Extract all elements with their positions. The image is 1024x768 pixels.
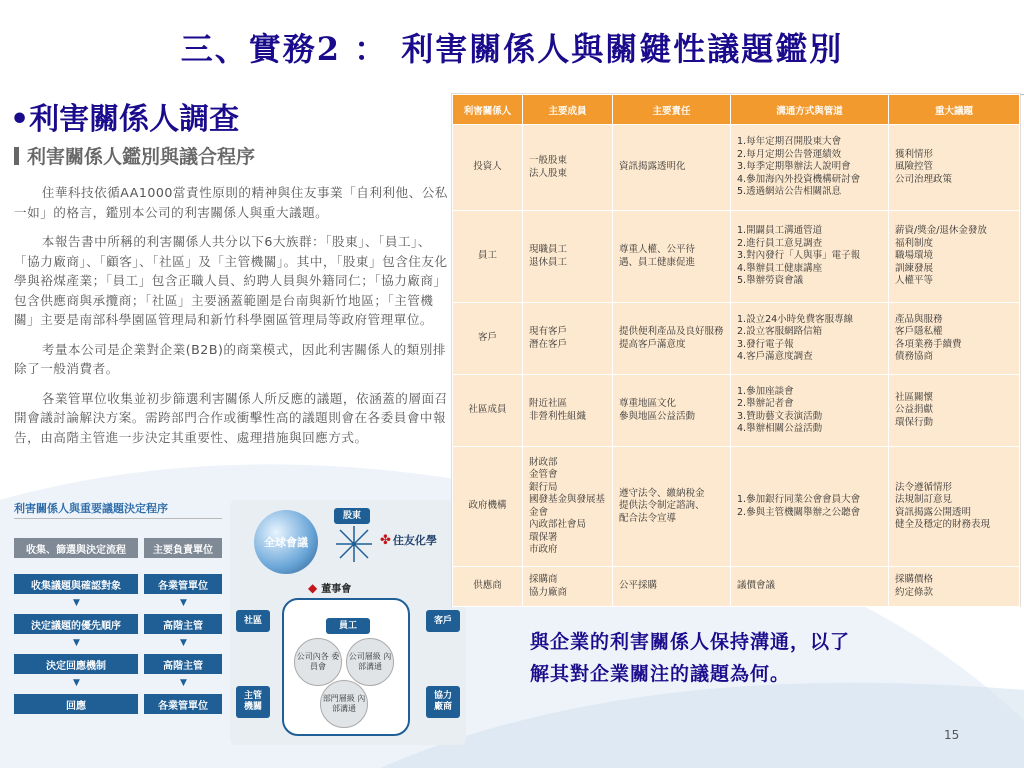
cell-duty — [613, 303, 731, 375]
unit-col-head: 主要負責單位 — [144, 538, 222, 558]
brand-name: 住友化學 — [392, 534, 437, 547]
cell-channels-line: 5.舉辦勞資會議 — [737, 275, 804, 287]
cell-members-line: 附近社區 — [529, 398, 568, 409]
board-label — [308, 580, 351, 595]
cell-issues-line: 社區關懷 — [895, 391, 934, 403]
cell-issues-line: 法規制訂意見 — [895, 494, 953, 505]
partner-node: 協力 廠商 — [426, 686, 460, 718]
cell-duty-line: 資訊揭露透明化 — [619, 161, 686, 173]
cell-members-line: 退休員工 — [529, 256, 568, 268]
board-logo-icon: ◆ — [308, 580, 318, 595]
cell-members-line: 金管會 — [529, 469, 558, 480]
cell-members-line: 非營利性組織 — [529, 410, 587, 422]
cell-issues-line: 債務協商 — [895, 351, 934, 362]
cell-members-line: 法人股東 — [529, 167, 568, 179]
cell-duty-line: 參與地區公益活動 — [619, 410, 696, 422]
process-divider — [14, 518, 222, 519]
customer-node: 客戶 — [426, 610, 460, 632]
heading-bar-icon — [14, 147, 19, 165]
cell-members-line: 國發基金與發展基金會 — [529, 494, 606, 518]
summary-note — [530, 626, 980, 690]
shareholder-node: 股東 — [334, 508, 370, 524]
cell-channels-line: 1.參加座談會 — [737, 385, 794, 397]
cell-channels-line: 2.每月定期公告營運績效 — [737, 148, 842, 160]
cell-members-line: 一般股東 — [529, 155, 568, 166]
table-row — [453, 303, 1020, 375]
cell-duty — [613, 375, 731, 447]
header-members: 主要成員 — [523, 95, 613, 125]
process-title: 利害關係人與重要議題決定程序 — [14, 502, 168, 515]
cell-members-line: 現職員工 — [529, 244, 568, 255]
regulator-node: 主管 機關 — [236, 686, 270, 718]
cell-members-line: 潛在客戶 — [529, 338, 568, 350]
cell-issues-line: 約定條款 — [895, 586, 934, 598]
cell-channels-line: 3.發行電子報 — [737, 338, 794, 350]
report-heading-text: 利害關係人鑑別與議合程序 — [27, 146, 256, 168]
page-number: 15 — [944, 728, 960, 742]
cell-members — [523, 375, 613, 447]
note-line: 與企業的利害關係人保持溝通，以了 — [530, 631, 851, 653]
down-arrow-icon: ▼ — [73, 678, 80, 688]
cell-issues-line: 薪資/獎金/退休金發放 — [895, 225, 987, 237]
report-paragraph: 考量本公司是企業對企業(B2B)的商業模式，因此利害關係人的類別排除了一般消費者。 — [14, 341, 446, 376]
community-node: 社區 — [236, 610, 270, 632]
cell-issues — [889, 303, 1020, 375]
cell-issues-line: 各項業務手續費 — [895, 338, 962, 350]
cell-channels — [731, 447, 889, 567]
cell-issues-line: 公司治理政策 — [895, 173, 953, 185]
cell-issues — [889, 125, 1020, 211]
cell-channels-line: 4.客戶滿意度調查 — [737, 351, 813, 362]
company-comm-circle: 公司層級 內部溝通 — [346, 638, 394, 686]
table-row — [453, 447, 1020, 567]
cell-channels-line: 1.開闢員工溝通管道 — [737, 225, 823, 237]
cell-issues-line: 福利制度 — [895, 237, 934, 249]
report-paragraph: 住華科技依循AA1000當責性原則的精神與住友事業「自利利他、公私一如」的格言，鑑別本公司的利害關係人與重大議題。 — [14, 185, 448, 220]
cell-channels — [731, 567, 889, 607]
stakeholder-table — [452, 94, 1020, 606]
cell-issues — [889, 447, 1020, 567]
cell-members-line: 採購商 — [529, 574, 558, 585]
cell-channels — [731, 303, 889, 375]
cell-channels-line: 2.進行員工意見調查 — [737, 237, 823, 249]
header-issues: 重大議題 — [889, 95, 1020, 125]
cell-channels-line: 3.每季定期舉辦法人說明會 — [737, 161, 851, 173]
globe-icon: 全球會議 — [254, 510, 318, 574]
cell-duty-line: 配合法令宣導 — [619, 512, 677, 524]
cell-members-line: 內政部社會局 — [529, 519, 587, 530]
cell-channels-line: 2.舉辦記者會 — [737, 398, 794, 409]
cell-members-line: 財政部 — [529, 456, 558, 468]
report-excerpt — [14, 142, 450, 447]
cell-members — [523, 303, 613, 375]
stakeholder-table-grid — [452, 94, 1020, 607]
cell-channels-line: 2.參與主管機關舉辦之公聽會 — [737, 506, 861, 518]
cell-issues-line: 資訊揭露公開透明 — [895, 506, 972, 518]
cell-members — [523, 211, 613, 303]
slide-title: 三、實務2 ： 利害關係人與關鍵性議題鑑別 — [180, 30, 844, 68]
cell-role: 員工 — [453, 211, 523, 303]
cell-duty — [613, 211, 731, 303]
stakeholder-diagram — [230, 500, 466, 745]
table-row — [453, 375, 1020, 447]
section-subhead: •利害關係人調查 — [10, 102, 240, 137]
cell-duty-line: 提高客戶滿意度 — [619, 338, 686, 350]
connector-arrows-icon — [324, 522, 384, 568]
cell-issues-line: 風險控管 — [895, 161, 934, 173]
header-role: 利害關係人 — [453, 95, 523, 125]
cell-issues-line: 健全及穩定的財務表現 — [895, 519, 991, 530]
cell-channels-line: 3.贊助藝文表演活動 — [737, 410, 823, 422]
cell-duty-line: 遵守法令、繳納稅金 — [619, 487, 705, 499]
cell-channels-line: 2.設立客服網路信箱 — [737, 326, 823, 337]
cell-role: 社區成員 — [453, 375, 523, 447]
cell-duty — [613, 125, 731, 211]
cell-issues-line: 公益捐獻 — [895, 404, 934, 416]
process-step: 決定回應機制 — [14, 654, 138, 674]
process-unit: 各業管單位 — [144, 574, 222, 594]
employee-node: 員工 — [326, 618, 370, 634]
cell-channels — [731, 125, 889, 211]
cell-channels — [731, 211, 889, 303]
cell-members-line: 環保署 — [529, 531, 558, 543]
table-header-row — [453, 95, 1020, 125]
committee-circle: 公司內各 委員會 — [294, 638, 342, 686]
table-row — [453, 125, 1020, 211]
cell-issues-line: 採購價格 — [895, 574, 934, 585]
cell-duty-line: 提供便利產品及良好服務 — [619, 326, 724, 337]
down-arrow-icon: ▼ — [180, 638, 187, 648]
report-heading — [14, 142, 450, 169]
cell-issues-line: 人權平等 — [895, 275, 934, 287]
cell-role: 供應商 — [453, 567, 523, 607]
cell-members — [523, 447, 613, 567]
down-arrow-icon: ▼ — [73, 598, 80, 608]
cell-members — [523, 567, 613, 607]
cell-members-line: 銀行局 — [529, 481, 558, 493]
process-unit: 高階主管 — [144, 614, 222, 634]
cell-channels-line: 1.每年定期召開股東大會 — [737, 136, 842, 148]
cell-duty-line: 公平採購 — [619, 580, 658, 592]
down-arrow-icon: ▼ — [180, 598, 187, 608]
cell-channels-line: 1.設立24小時免費客服專線 — [737, 313, 854, 325]
brand-label — [380, 532, 437, 548]
brand-logo-icon: ✤ — [380, 533, 391, 548]
cell-members-line: 現有客戶 — [529, 326, 568, 337]
cell-role: 政府機構 — [453, 447, 523, 567]
cell-members-line: 協力廠商 — [529, 586, 568, 598]
cell-channels-line: 1.參加銀行同業公會會員大會 — [737, 494, 861, 505]
report-paragraph: 各業管單位收集並初步篩選利害關係人所反應的議題，依涵蓋的層面召開會議討論解決方案。需跨部門合作或衝擊性高的議題則會在各委員會中報告，由高階主管進一步決定其重要性、處理措施與回應方式。 — [14, 390, 448, 445]
cell-channels-line: 4.舉辦相關公益活動 — [737, 423, 823, 434]
table-body — [453, 125, 1020, 607]
cell-duty-line: 尊重地區文化 — [619, 398, 677, 409]
process-step: 回應 — [14, 694, 138, 714]
cell-issues-line: 訓練發展 — [895, 262, 934, 274]
cell-channels-line: 4.參加海內外投資機構研討會 — [737, 173, 861, 185]
cell-issues-line: 產品與服務 — [895, 313, 943, 325]
cell-members — [523, 125, 613, 211]
cell-members-line: 市政府 — [529, 544, 558, 555]
table-row — [453, 567, 1020, 607]
cell-issues-line: 獲利情形 — [895, 148, 934, 160]
cell-channels-line: 4.舉辦員工健康講座 — [737, 262, 823, 274]
cell-channels — [731, 375, 889, 447]
cell-issues-line: 職場環境 — [895, 250, 934, 262]
cell-channels-line: 5.透過網站公告相關訊息 — [737, 186, 842, 198]
header-channels: 溝通方式與管道 — [731, 95, 889, 125]
down-arrow-icon: ▼ — [73, 638, 80, 648]
cell-channels-line: 3.對內發行「人與事」電子報 — [737, 250, 861, 262]
process-unit: 高階主管 — [144, 654, 222, 674]
cell-issues-line: 環保行動 — [895, 416, 934, 428]
report-paragraph: 本報告書中所稱的利害關係人共分以下6大族群：「股東」、「員工」、「協力廠商」、「顧客」、「社區」及「主管機關」。其中，「股東」包含住友化學與裕煤產業；「員工」包含正職人員、約聘人員與外籍同仁；「協力廠商」包含供應商與承攬商；「社區」主要涵蓋範圍是台南與新竹地區；「主管機關」主要是南部科學園區管理局和新竹科學園區管理局等政府管理單位。 — [14, 234, 448, 327]
cell-issues — [889, 567, 1020, 607]
cell-duty — [613, 567, 731, 607]
cell-duty-line: 遇、員工健康促進 — [619, 256, 696, 268]
note-line: 解其對企業關注的議題為何。 — [530, 663, 791, 685]
cell-duty-line: 提供法令制定諮詢、 — [619, 500, 705, 512]
cell-issues — [889, 375, 1020, 447]
cell-issues-line: 客戶隱私權 — [895, 326, 943, 337]
cell-duty-line: 尊重人權、公平待 — [619, 244, 696, 255]
cell-role: 投資人 — [453, 125, 523, 211]
cell-role: 客戶 — [453, 303, 523, 375]
process-unit: 各業管單位 — [144, 694, 222, 714]
process-step: 收集議題與確認對象 — [14, 574, 138, 594]
cell-channels-line: 議價會議 — [737, 580, 776, 592]
cell-issues-line: 法令遵循情形 — [895, 481, 953, 493]
cell-duty — [613, 447, 731, 567]
cell-issues — [889, 211, 1020, 303]
process-step: 決定議題的優先順序 — [14, 614, 138, 634]
board-name: 董事會 — [321, 584, 352, 595]
dept-comm-circle: 部門層級 內部溝通 — [320, 680, 368, 728]
header-duty: 主要責任 — [613, 95, 731, 125]
down-arrow-icon: ▼ — [180, 678, 187, 688]
process-col-head: 收集、篩選與決定流程 — [14, 538, 138, 558]
table-row — [453, 211, 1020, 303]
